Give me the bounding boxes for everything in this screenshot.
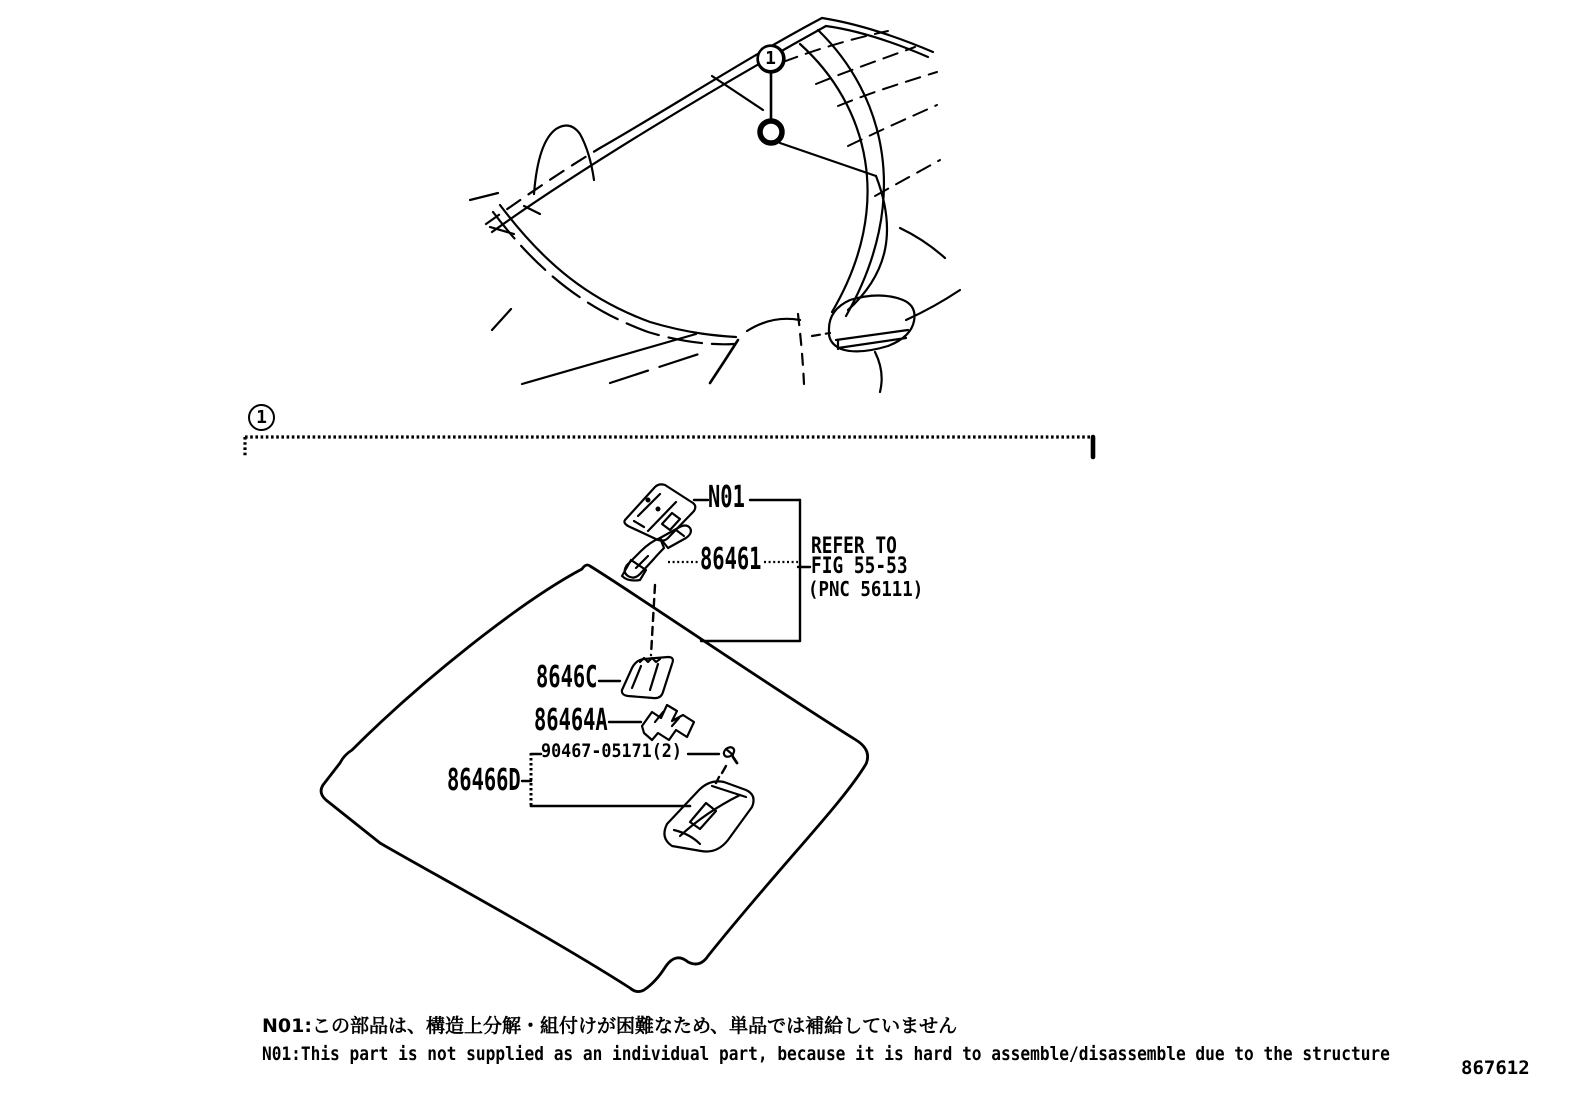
part-90467-screw-drawing [722,745,737,763]
note-japanese: N01:この部品は、構造上分解・組付けが困難なため、単品では補給していません [262,1015,958,1037]
note-english: N01:This part is not supplied as an individual part, because it is hard to assemble/disassemble due to the structure [262,1043,1390,1065]
part-86466D-drawing [664,781,753,851]
part-8646C-drawing [622,657,673,698]
part-label-86464A[interactable]: 86464A [534,703,608,738]
part-label-86461[interactable]: 86461 [700,542,762,577]
part-label-86466D[interactable]: 86466D [447,763,521,798]
refer-to-line3: (PNC 56111) [808,577,924,601]
refer-to-line1: REFER TO [811,534,897,559]
refer-to-line2: FIG 55-53 [811,554,908,579]
callout-marker-top [760,73,782,143]
car-sketch [470,18,960,392]
detail-section-bracket [245,437,1093,457]
callout-circle-detail[interactable]: 1 [248,404,275,431]
figure-number: 867612 [1461,1057,1530,1079]
part-86461-drawing [622,526,691,581]
part-label-90467-05171[interactable]: 90467-05171(2) [541,740,682,762]
part-label-n01[interactable]: N01 [708,480,745,515]
windshield-glass-outline [321,565,868,992]
callout-circle-top-number[interactable]: 1 [757,45,784,72]
part-n01-drawing [624,484,695,540]
part-label-8646C[interactable]: 8646C [536,660,598,695]
part-86464A-drawing [642,705,694,740]
side-mirror [812,296,915,352]
